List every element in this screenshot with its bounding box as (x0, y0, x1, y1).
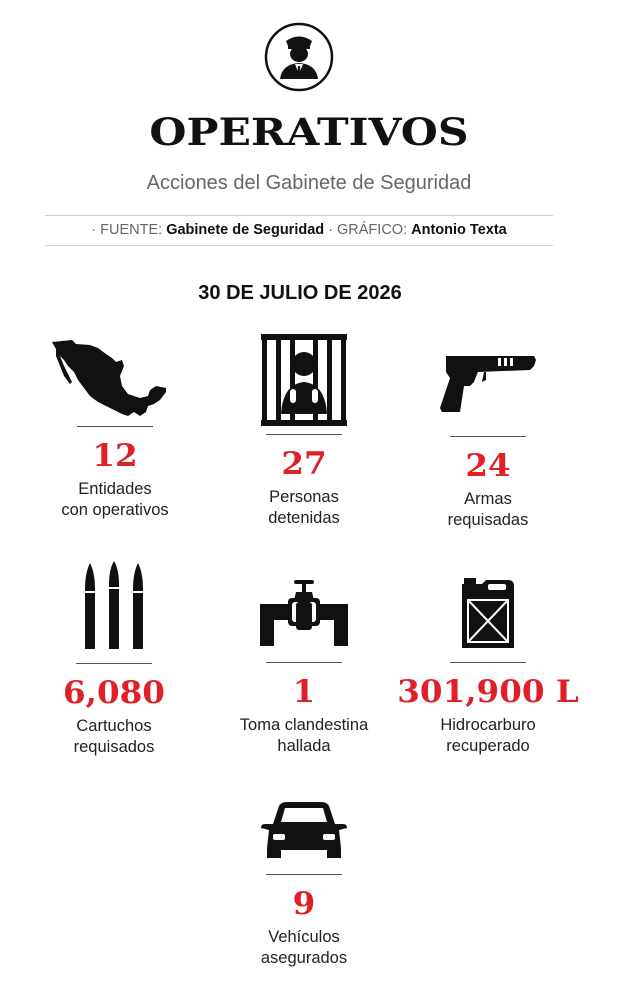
stat-vehiculos (204, 802, 404, 969)
stat-value: 301,900 L (397, 674, 579, 710)
stat-label-line2: hallada (277, 737, 331, 755)
stat-label (15, 479, 215, 521)
stat-cartuchos (14, 561, 214, 758)
stat-value: 12 (92, 438, 138, 474)
stat-value: 6,080 (63, 675, 165, 711)
pistol-icon (438, 350, 538, 420)
graphic-value: Antonio Texta (411, 222, 507, 238)
stat-label-line2: requisadas (447, 511, 529, 529)
jerrycan-icon (458, 578, 518, 650)
stat-label-line1: Personas (269, 488, 339, 506)
stat-value: 9 (292, 886, 316, 922)
stat-label-line1: Toma clandestina (239, 716, 369, 734)
divider-bottom (45, 245, 553, 246)
stat-personas (204, 334, 404, 529)
stat-label-line1: Cartuchos (76, 717, 152, 735)
stat-label-line2: asegurados (260, 949, 348, 967)
stat-label (204, 715, 404, 757)
stat-armas (388, 350, 588, 531)
source-credit (0, 222, 598, 238)
stat-label-line2: requisados (73, 738, 155, 756)
page-subtitle: Acciones del Gabinete de Seguridad (146, 172, 472, 194)
stat-value: 1 (292, 674, 316, 710)
page-title: OPERATIVOS (149, 110, 469, 154)
police-officer-icon (264, 22, 334, 92)
stat-divider (266, 662, 342, 663)
stat-value: 27 (281, 446, 327, 482)
stat-toma (204, 578, 404, 757)
source-prefix: · FUENTE: (91, 222, 167, 238)
stat-label (204, 927, 404, 969)
stat-label-line1: Hidrocarburo (440, 716, 536, 734)
stat-label-line1: Vehículos (268, 928, 340, 946)
bullets-icon (79, 561, 149, 653)
jail-prisoner-icon (259, 334, 349, 426)
report-date: 30 DE JULIO DE 2026 (198, 282, 402, 304)
stat-label (204, 487, 404, 529)
stat-label (388, 715, 588, 757)
car-icon (259, 802, 349, 860)
stat-hidrocarburo (388, 578, 588, 757)
stat-label-line2: con operativos (61, 501, 169, 519)
stat-entidades (15, 336, 215, 521)
stat-divider (77, 426, 153, 427)
stat-divider (266, 434, 342, 435)
stat-divider (76, 663, 152, 664)
divider-top (45, 215, 553, 216)
stat-value: 24 (465, 448, 511, 484)
stat-label-line2: recuperado (446, 737, 530, 755)
stat-label (388, 489, 588, 531)
stat-label-line2: detenidas (268, 509, 340, 527)
stat-label (14, 716, 214, 758)
mexico-map-icon (50, 336, 180, 426)
stat-divider (266, 874, 342, 875)
pipeline-valve-icon (258, 578, 350, 648)
stat-divider (450, 436, 526, 437)
source-value: Gabinete de Seguridad (166, 222, 325, 238)
stat-label-line1: Armas (464, 490, 512, 508)
stat-divider (450, 662, 526, 663)
stat-label-line1: Entidades (78, 480, 152, 498)
graphic-prefix: · GRÁFICO: (324, 222, 412, 238)
